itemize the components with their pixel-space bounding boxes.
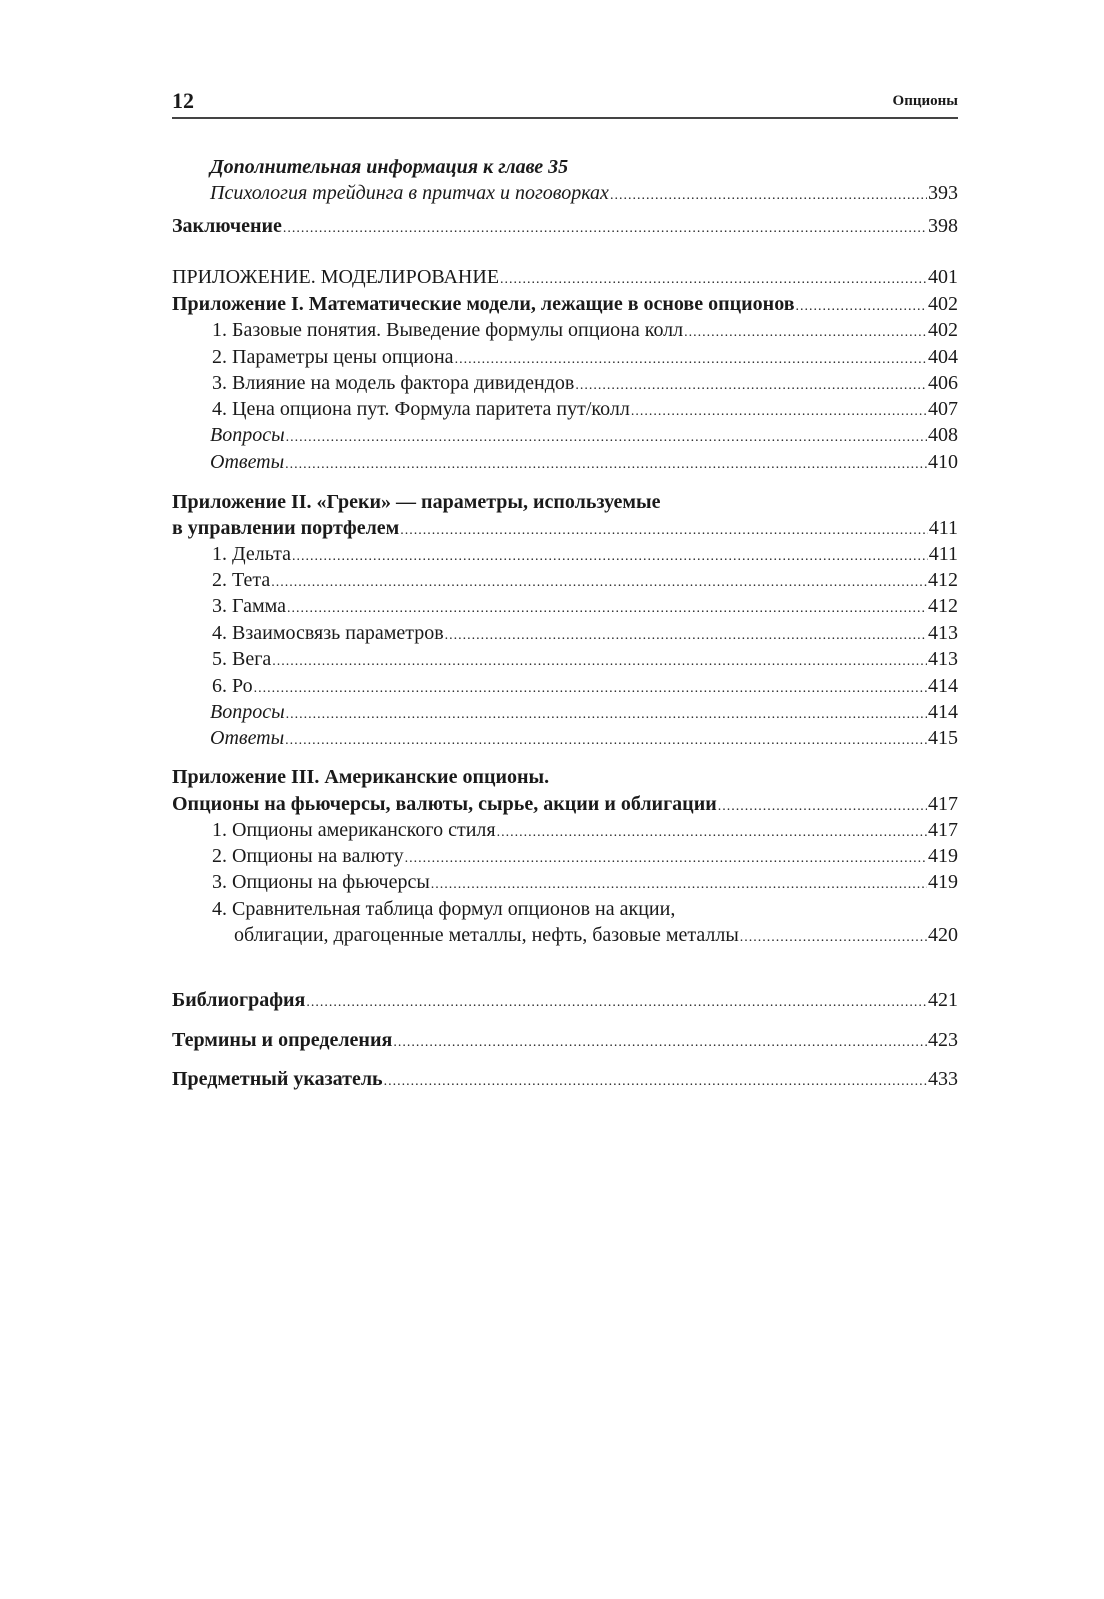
- dot-leader: [286, 426, 927, 450]
- dot-leader: [575, 374, 927, 398]
- dot-leader: [445, 624, 927, 648]
- dot-leader: [254, 677, 927, 701]
- header-rule: [172, 117, 958, 119]
- dot-leader: [285, 453, 927, 477]
- toc-entry: [172, 490, 958, 514]
- toc-entry: [172, 1067, 958, 1091]
- toc-entry: [212, 870, 958, 894]
- toc-entry: [234, 923, 958, 947]
- toc-entry-title: 1. Базовые понятия. Выведение формулы опциона колл: [212, 319, 684, 341]
- toc-entry-title: Дополнительная информация к главе 35: [210, 156, 569, 178]
- toc-entry-page: 393: [928, 182, 958, 204]
- toc-entry-title: облигации, драгоценные металлы, нефть, базовые металлы: [234, 924, 739, 946]
- toc-entry-page: 419: [928, 871, 958, 893]
- toc-entry-page: 414: [928, 675, 958, 697]
- toc-entry-title: 1. Опционы американского стиля: [212, 819, 496, 841]
- toc-entry-page: 421: [928, 989, 958, 1011]
- dot-leader: [500, 268, 927, 292]
- toc-entry: [212, 371, 958, 395]
- dot-leader: [271, 571, 927, 595]
- toc-entry: [212, 542, 958, 566]
- toc-entry: [172, 988, 958, 1012]
- toc-entry-page: 410: [928, 451, 958, 473]
- toc-entry-title: ПРИЛОЖЕНИЕ. МОДЕЛИРОВАНИЕ: [172, 266, 500, 288]
- toc-entry-title: Психология трейдинга в притчах и поговорках: [210, 182, 609, 204]
- toc-entry-page: 402: [928, 293, 958, 315]
- toc-entry-title: Приложение I. Математические модели, лежащие в основе опционов: [172, 293, 795, 315]
- toc-entry-title: 3. Влияние на модель фактора дивидендов: [212, 372, 575, 394]
- toc-entry-title: Опционы на фьючерсы, валюты, сырье, акции и облигации: [172, 793, 717, 815]
- toc-entry: [210, 700, 958, 724]
- dot-leader: [455, 348, 927, 372]
- toc-entry-title: Предметный указатель: [172, 1068, 383, 1090]
- toc-entry-page: 412: [928, 595, 958, 617]
- toc-entry-title: Ответы: [210, 727, 285, 749]
- toc-entry: [212, 318, 958, 342]
- dot-leader: [684, 321, 927, 345]
- toc-entry: [212, 568, 958, 592]
- dot-leader: [286, 703, 927, 727]
- dot-leader: [610, 184, 927, 208]
- toc-entry-page: 401: [928, 266, 958, 288]
- dot-leader: [405, 847, 927, 871]
- toc-entry-title: 1. Дельта: [212, 543, 291, 565]
- toc-entry: [212, 345, 958, 369]
- toc-entry: [212, 397, 958, 421]
- dot-leader: [306, 991, 927, 1015]
- toc-entry-title: 5. Вега: [212, 648, 272, 670]
- toc-entry-title: 2. Опционы на валюту: [212, 845, 404, 867]
- toc-entry-page: 406: [928, 372, 958, 394]
- toc-entry-page: 414: [928, 701, 958, 723]
- toc-entry-title: Вопросы: [210, 701, 285, 723]
- toc-entry: [172, 516, 958, 540]
- toc-entry-page: 398: [928, 215, 958, 237]
- toc-entry: [172, 292, 958, 316]
- toc-entry-title: 4. Цена опциона пут. Формула паритета пут/колл: [212, 398, 630, 420]
- toc-entry: [212, 844, 958, 868]
- toc-entry: [172, 765, 958, 789]
- toc-entry-page: 413: [928, 622, 958, 644]
- dot-leader: [384, 1070, 927, 1094]
- toc-entry: [210, 450, 958, 474]
- toc-entry-page: 417: [928, 819, 958, 841]
- toc-entry-title: Ответы: [210, 451, 285, 473]
- page-number: 12: [172, 88, 194, 113]
- toc-entry-title: 4. Взаимосвязь параметров: [212, 622, 444, 644]
- toc-entry: [212, 647, 958, 671]
- dot-leader: [796, 295, 927, 319]
- toc-entry: [212, 818, 958, 842]
- toc-entry-page: 419: [928, 845, 958, 867]
- toc-entry-title: 4. Сравнительная таблица формул опционов на акции,: [212, 898, 676, 920]
- toc-entry: [172, 1028, 958, 1052]
- toc-entry: [212, 594, 958, 618]
- toc-entry: [172, 214, 958, 238]
- toc-entry-title: Библиография: [172, 989, 306, 1011]
- running-title: Опционы: [892, 93, 958, 109]
- dot-leader: [292, 545, 928, 569]
- toc-entry: [172, 792, 958, 816]
- toc-entry-page: 417: [928, 793, 958, 815]
- toc-entry: [212, 897, 958, 921]
- dot-leader: [718, 795, 927, 819]
- toc-entry-page: 407: [928, 398, 958, 420]
- toc-entry-page: 411: [928, 543, 958, 565]
- toc-entry-title: 6. Ро: [212, 675, 253, 697]
- toc-entry: [210, 155, 958, 179]
- toc-entry-page: 412: [928, 569, 958, 591]
- toc-entry-title: 3. Опционы на фьючерсы: [212, 871, 430, 893]
- toc-entry-page: 415: [928, 727, 958, 749]
- toc-entry-page: 423: [928, 1029, 958, 1051]
- toc-entry-title: Заключение: [172, 215, 282, 237]
- toc-entry-title: 2. Параметры цены опциона: [212, 346, 454, 368]
- dot-leader: [497, 821, 927, 845]
- dot-leader: [283, 217, 927, 241]
- toc-entry-title: Приложение II. «Греки» — параметры, используемые: [172, 491, 661, 513]
- toc-entry-title: в управлении портфелем: [172, 517, 400, 539]
- toc-entry-page: 420: [928, 924, 958, 946]
- toc-entry-title: Приложение III. Американские опционы.: [172, 766, 550, 788]
- toc-entry-title: 2. Тета: [212, 569, 271, 591]
- toc-entry: [212, 621, 958, 645]
- dot-leader: [272, 650, 927, 674]
- toc-entry: [212, 674, 958, 698]
- dot-leader: [431, 873, 927, 897]
- dot-leader: [393, 1031, 927, 1055]
- toc-entry: [210, 423, 958, 447]
- toc-entry: [210, 726, 958, 750]
- toc-entry: [210, 181, 958, 205]
- dot-leader: [631, 400, 927, 424]
- toc-entry-title: Термины и определения: [172, 1029, 393, 1051]
- toc-entry-page: 411: [928, 517, 958, 539]
- toc-entry-page: 433: [928, 1068, 958, 1090]
- toc-entry-title: Вопросы: [210, 424, 285, 446]
- dot-leader: [400, 519, 927, 543]
- toc-entry-page: 402: [928, 319, 958, 341]
- dot-leader: [740, 926, 927, 950]
- dot-leader: [285, 729, 927, 753]
- toc-entry-page: 408: [928, 424, 958, 446]
- toc-entry-page: 413: [928, 648, 958, 670]
- dot-leader: [287, 597, 927, 621]
- toc-entry-page: 404: [928, 346, 958, 368]
- toc-entry: [172, 265, 958, 289]
- toc-entry-title: 3. Гамма: [212, 595, 286, 617]
